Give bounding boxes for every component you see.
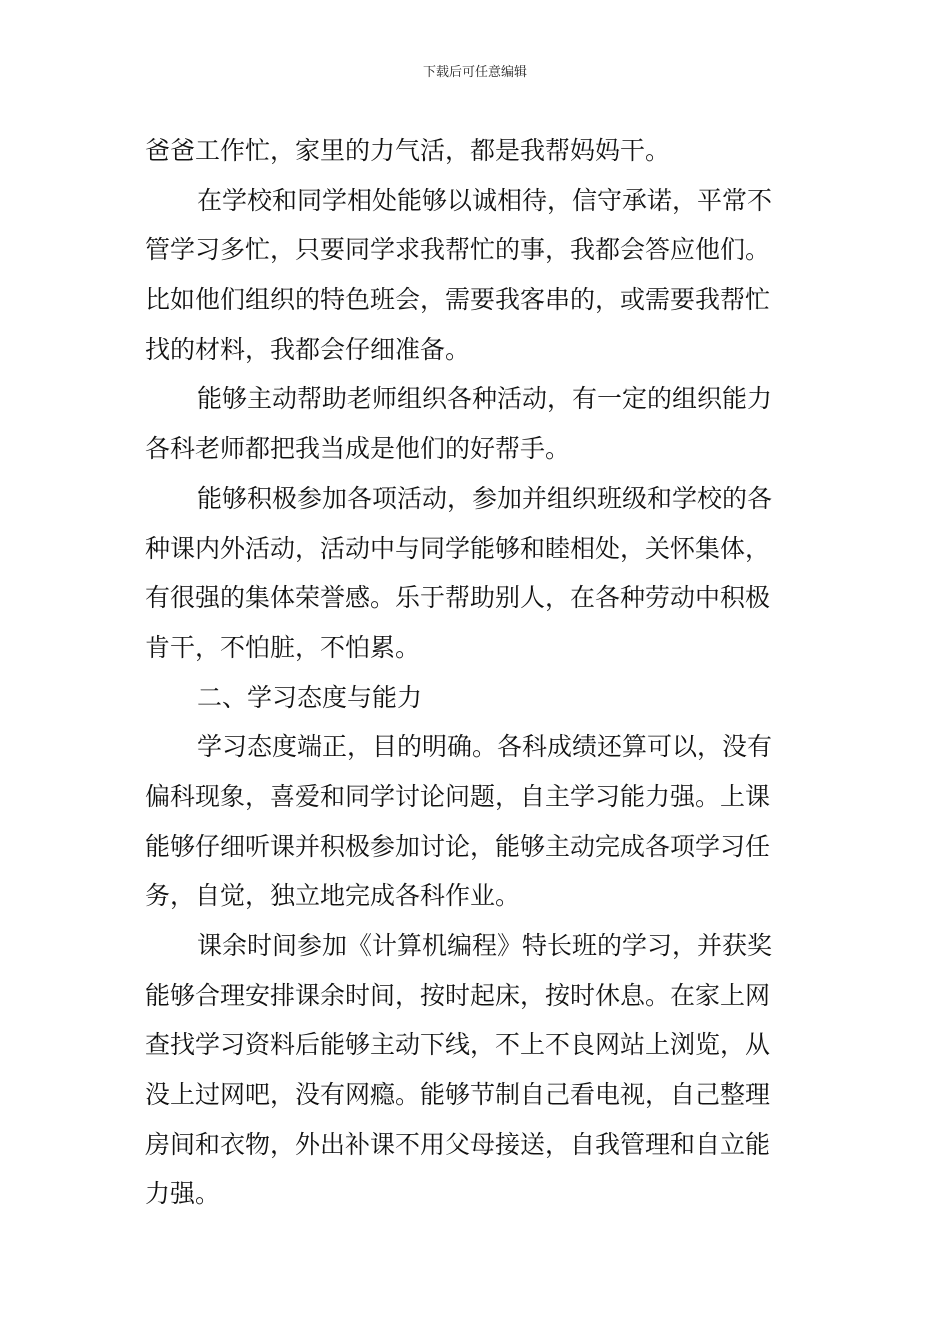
section-heading: 二、学习态度与能力 xyxy=(197,682,423,712)
text-line: 务，自觉，独立地完成各科作业。 xyxy=(145,881,521,911)
text-line: 比如他们组织的特色班会，需要我客串的，或需要我帮忙 xyxy=(145,285,771,315)
paragraph-first-line: 能够积极参加各项活动，参加并组织班级和学校的各 xyxy=(197,483,773,513)
text-line: 能够合理安排课余时间，按时起床，按时休息。在家上网 xyxy=(145,980,771,1010)
text-line: 肯干，不怕脏，不怕累。 xyxy=(145,632,421,662)
text-line: 偏科现象，喜爱和同学讨论问题，自主学习能力强。上课 xyxy=(145,781,771,811)
paragraph-first-line: 能够主动帮助老师组织各种活动，有一定的组织能力 xyxy=(197,384,773,414)
text-line: 找的材料，我都会仔细准备。 xyxy=(145,334,471,364)
text-line: 管学习多忙，只要同学求我帮忙的事，我都会答应他们。 xyxy=(145,235,771,265)
text-line: 爸爸工作忙，家里的力气活，都是我帮妈妈干。 xyxy=(145,136,671,165)
text-line: 房间和衣物，外出补课不用父母接送，自我管理和自立能 xyxy=(145,1129,771,1159)
paragraph-first-line: 在学校和同学相处能够以诚相待，信守承诺，平常不 xyxy=(197,185,773,215)
text-line: 没上过网吧，没有网瘾。能够节制自己看电视，自己整理 xyxy=(145,1080,771,1110)
text-line: 查找学习资料后能够主动下线，不上不良网站上浏览，从 xyxy=(145,1030,771,1060)
text-line: 能够仔细听课并积极参加讨论，能够主动完成各项学习任 xyxy=(145,831,771,861)
text-line: 种课内外活动，活动中与同学能够和睦相处，关怀集体， xyxy=(145,533,771,563)
text-line: 力强。 xyxy=(145,1179,221,1209)
paragraph-first-line: 学习态度端正，目的明确。各科成绩还算可以，没有 xyxy=(197,732,773,762)
document-body xyxy=(145,126,807,1219)
text-line: 各科老师都把我当成是他们的好帮手。 xyxy=(145,434,571,464)
paragraph-first-line: 课余时间参加《计算机编程》特长班的学习，并获奖 xyxy=(197,931,773,960)
text-line: 有很强的集体荣誉感。乐于帮助别人，在各种劳动中积极 xyxy=(145,583,771,613)
page-header: 下载后可任意编辑 xyxy=(422,65,527,80)
